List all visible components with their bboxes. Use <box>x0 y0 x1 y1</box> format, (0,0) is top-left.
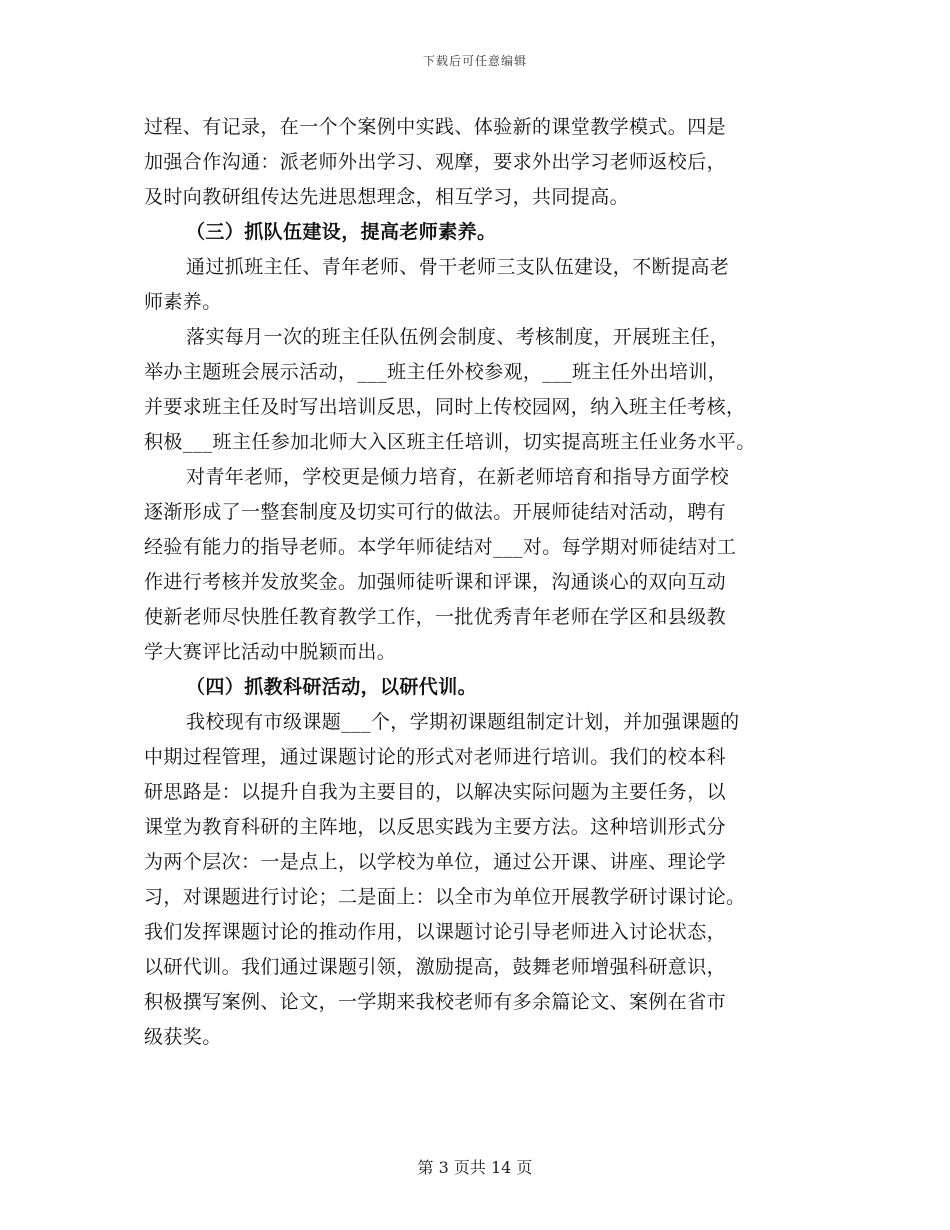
body-line: 课堂为教育科研的主阵地，以反思实践为主要方法。这种培训形式分 <box>144 816 727 838</box>
body-line: 举办主题班会展示活动，___班主任外校参观，___班主任外出培训， <box>144 361 728 383</box>
page-header: 下载后可任意编辑 <box>422 54 527 68</box>
body-line: 逐渐形成了一整套制度及切实可行的做法。开展师徒结对活动，聘有 <box>144 501 727 523</box>
body-line: 我们发挥课题讨论的推动作用，以课题讨论引导老师进入讨论状态， <box>144 921 727 943</box>
body-line: 过程、有记录，在一个个案例中实践、体验新的课堂教学模式。四是 <box>144 116 727 138</box>
body-line: 积极撰写案例、论文，一学期来我校老师有多余篇论文、案例在省市 <box>144 991 727 1013</box>
body-line: 使新老师尽快胜任教育教学工作，一批优秀青年老师在学区和县级教 <box>144 606 727 628</box>
body-line: 及时向教研组传达先进思想理念，相互学习，共同提高。 <box>144 186 630 208</box>
page-number: 第 3 页共 14 页 <box>417 1158 533 1177</box>
body-line: 加强合作沟通：派老师外出学习、观摩，要求外出学习老师返校后， <box>144 151 727 173</box>
body-line: 学大赛评比活动中脱颖而出。 <box>144 641 397 663</box>
body-line: 并要求班主任及时写出培训反思，同时上传校园网，纳入班主任考核， <box>144 396 746 418</box>
body-line: 师素养。 <box>144 291 222 313</box>
body-line: 以研代训。我们通过课题引领，激励提高，鼓舞老师增强科研意识， <box>144 956 727 978</box>
body-line: 为两个层次：一是点上，以学校为单位，通过公开课、讲座、理论学 <box>144 851 727 873</box>
paragraph-start: 对青年老师，学校更是倾力培育，在新老师培育和指导方面学校 <box>186 466 730 488</box>
body-line: 经验有能力的指导老师。本学年师徒结对___对。每学期对师徒结对工 <box>144 536 737 558</box>
paragraph-start: 我校现有市级课题___个，学期初课题组制定计划，并加强课题的 <box>186 711 740 733</box>
paragraph-start: 落实每月一次的班主任队伍例会制度、考核制度，开展班主任， <box>186 326 730 348</box>
body-line: 作进行考核并发放奖金。加强师徒听课和评课，沟通谈心的双向互动 <box>144 571 727 593</box>
paragraph-start: 通过抓班主任、青年老师、骨干老师三支队伍建设，不断提高老 <box>186 256 730 278</box>
document-body <box>144 110 820 1055</box>
body-line: 中期过程管理，通过课题讨论的形式对老师进行培训。我们的校本科 <box>144 746 727 768</box>
body-line: 积极___班主任参加北师大入区班主任培训，切实提高班主任业务水平。 <box>144 431 756 453</box>
section-heading-3: （三）抓队伍建设，提高老师素养。 <box>186 221 497 243</box>
body-line: 习，对课题进行讨论；二是面上：以全市为单位开展教学研讨课讨论。 <box>144 886 746 908</box>
body-line: 研思路是：以提升自我为主要目的，以解决实际问题为主要任务，以 <box>144 781 727 803</box>
body-line: 级获奖。 <box>144 1026 222 1048</box>
section-heading-4: （四）抓教科研活动，以研代训。 <box>186 676 478 698</box>
